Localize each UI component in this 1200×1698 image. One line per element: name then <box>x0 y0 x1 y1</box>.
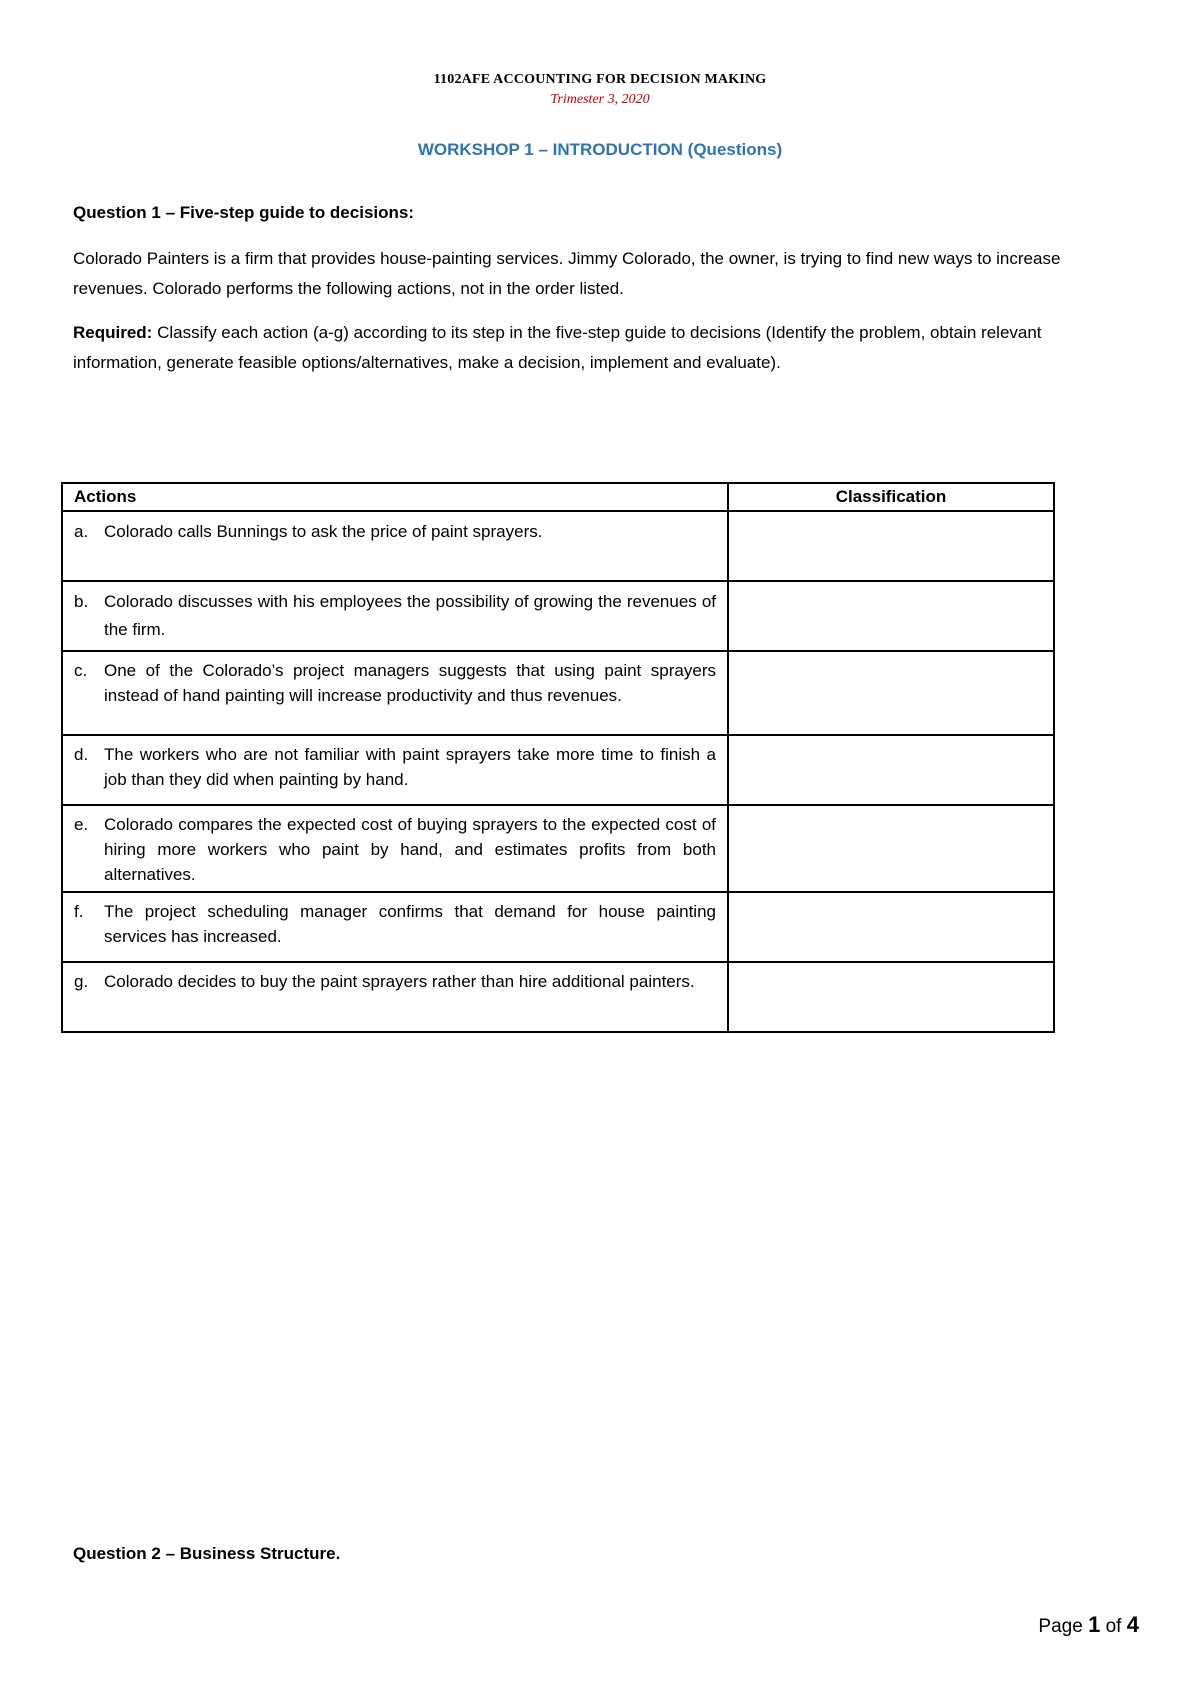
question-1-heading: Question 1 – Five-step guide to decisions: <box>73 203 415 222</box>
course-title: 1102AFE ACCOUNTING FOR DECISION MAKING <box>433 72 767 87</box>
table-row-b <box>62 581 1054 651</box>
action-cell-d <box>62 735 728 805</box>
action-letter: c. <box>74 661 88 680</box>
action-text: Colorado decides to buy the paint sprayers rather than hire additional painters. <box>104 972 695 991</box>
action-letter: d. <box>74 745 89 764</box>
action-cell-a <box>62 511 728 581</box>
action-text: Colorado discusses with his employees the possibility of growing the revenues of the firm. <box>104 592 716 639</box>
classification-cell-e[interactable] <box>728 805 1054 892</box>
classification-column-header: Classification <box>728 483 1054 511</box>
action-text: One of the Colorado’s project managers suggests that using paint sprayers instead of hand painting will increase productivity and thus revenues. <box>104 661 716 705</box>
table-row-a <box>62 511 1054 581</box>
action-letter: f. <box>74 902 84 921</box>
classification-cell-g[interactable] <box>728 962 1054 1032</box>
action-cell-f <box>62 892 728 962</box>
page-label: Page <box>1038 1616 1083 1637</box>
question-2-heading: Question 2 – Business Structure. <box>73 1544 341 1563</box>
required-text: Classify each action (a-g) according to its step in the five-step guide to decisions (Identify the problem, obtain relevant information, generate feasible options/alternatives, make a decision, implement and evaluate). <box>73 323 1042 372</box>
action-cell-e <box>62 805 728 892</box>
classification-cell-c[interactable] <box>728 651 1054 735</box>
action-text: The workers who are not familiar with paint sprayers take more time to finish a job than they did when painting by hand. <box>104 745 716 789</box>
trimester-subtitle: Trimester 3, 2020 <box>550 92 650 107</box>
action-text: The project scheduling manager confirms that demand for house painting services has increased. <box>104 902 716 946</box>
action-text: Colorado compares the expected cost of buying sprayers to the expected cost of hiring more workers who paint by hand, and estimates profits from both alternatives. <box>104 815 716 884</box>
classification-cell-f[interactable] <box>728 892 1054 962</box>
action-letter: a. <box>74 522 89 541</box>
action-letter: b. <box>74 592 89 611</box>
workshop-title: WORKSHOP 1 – INTRODUCTION (Questions) <box>417 140 783 159</box>
table-header-row <box>62 483 1054 511</box>
required-label: Required: <box>73 323 153 342</box>
action-letter: e. <box>74 815 89 834</box>
of-label: of <box>1105 1616 1122 1637</box>
table-row-f <box>62 892 1054 962</box>
classification-cell-d[interactable] <box>728 735 1054 805</box>
actions-column-header: Actions <box>62 483 728 511</box>
page-total: 4 <box>1126 1612 1139 1637</box>
action-text: Colorado calls Bunnings to ask the price of paint sprayers. <box>104 522 543 541</box>
action-cell-g <box>62 962 728 1032</box>
page-number <box>1038 1612 1139 1638</box>
classification-cell-a[interactable] <box>728 511 1054 581</box>
action-letter: g. <box>74 972 89 991</box>
table-row-d <box>62 735 1054 805</box>
question-1-required <box>73 318 1133 378</box>
actions-table <box>61 482 1055 1033</box>
table-row-g <box>62 962 1054 1032</box>
table-row-e <box>62 805 1054 892</box>
action-cell-c <box>62 651 728 735</box>
page-current: 1 <box>1088 1612 1101 1637</box>
action-cell-b <box>62 581 728 651</box>
table-row-c <box>62 651 1054 735</box>
question-1-intro: Colorado Painters is a firm that provides house-painting services. Jimmy Colorado, the owner, is trying to find new ways to increase revenues. Colorado performs the following actions, not in the order listed. <box>73 249 1061 298</box>
classification-cell-b[interactable] <box>728 581 1054 651</box>
